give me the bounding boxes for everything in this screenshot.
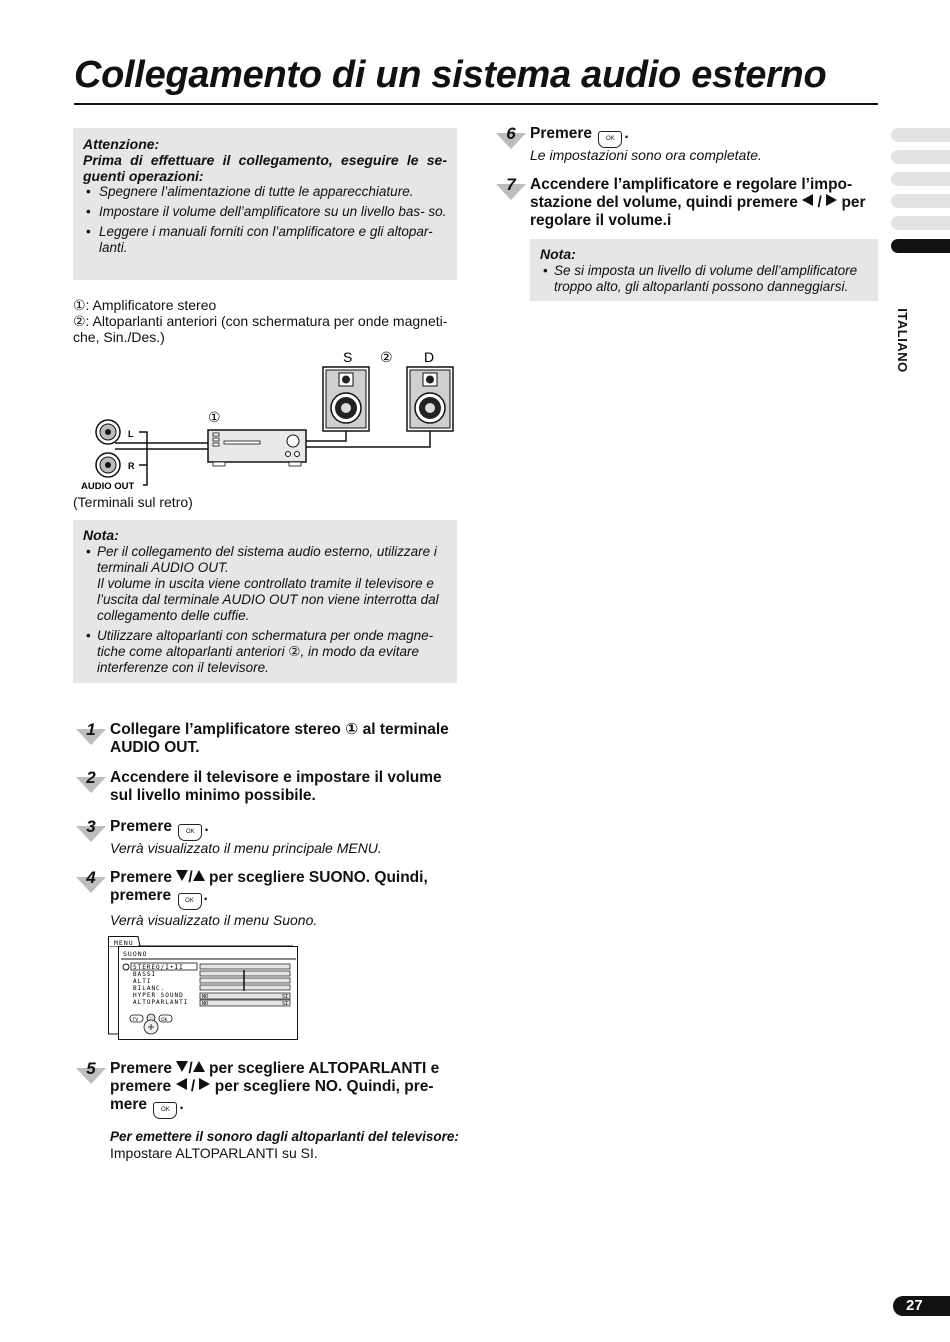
step-4-label-b: per scegliere SUONO. Quindi, premere <box>110 869 428 904</box>
step-number: 3 <box>86 817 96 836</box>
attention-heading: Attenzione: <box>83 136 160 152</box>
down-arrow-icon <box>176 870 188 881</box>
connection-diagram <box>73 345 463 495</box>
menu-row: ALTI <box>133 978 152 985</box>
step-6-subtext: Le impostazioni sono ora completate. <box>530 147 762 163</box>
menu-ok-button: OK <box>161 1018 168 1023</box>
step-number: 2 <box>86 768 96 787</box>
side-tab-active <box>891 239 950 253</box>
diagram-caption: (Terminali sul retro) <box>73 494 193 510</box>
alto-no-option: NO <box>202 1001 209 1007</box>
speaker-right-icon <box>407 367 453 431</box>
title-rule <box>74 103 878 105</box>
slash-separator: / <box>190 1078 196 1095</box>
note-item <box>83 544 447 624</box>
amplifier-number-label: ① <box>208 409 221 425</box>
side-tab <box>891 194 950 208</box>
slash-separator: / <box>188 1060 193 1077</box>
speaker-left-label: S <box>343 349 353 365</box>
step-7-label-b: per regolare il volume.i <box>530 194 866 229</box>
left-arrow-icon <box>802 194 813 206</box>
note-item-text: • Per il collegamento del sistema audio esterno, utilizzare i terminali AUDIO OUT. <box>97 544 437 575</box>
ok-key-icon: OK <box>178 824 202 841</box>
note-box <box>73 520 457 683</box>
side-tab <box>891 128 950 142</box>
ok-key-icon: OK <box>598 131 622 148</box>
step-2-text: Accendere il televisore e impostare il volume sul livello minimo possibile. <box>110 769 442 804</box>
page-number: 27 <box>893 1296 950 1316</box>
step-5-label-b: per scegliere ALTOPARLANTI e premere <box>110 1060 440 1095</box>
attention-box <box>73 128 457 280</box>
step-3-text: Premere OK . <box>110 818 460 841</box>
amplifier-icon <box>208 430 306 466</box>
step-3-label: Premere <box>110 818 173 835</box>
alto-si-option: SI <box>282 1001 289 1007</box>
step-6-text: Premere OK . <box>530 125 875 148</box>
step-7-marker <box>496 175 526 200</box>
up-arrow-icon <box>193 1061 205 1072</box>
language-text: ITALIANO <box>895 308 910 373</box>
menu-row: BILANC. <box>133 985 166 992</box>
note-heading: Nota: <box>540 246 576 262</box>
right-arrow-icon <box>826 194 837 206</box>
step-6-label: Premere <box>530 125 593 142</box>
sound-menu-screen <box>108 936 302 1042</box>
attention-subheading: Prima di effettuare il collegamento, eseguire le se- guenti operazioni: <box>83 152 447 184</box>
speaker-number-label: ② <box>380 349 393 365</box>
speaker-right-label: D <box>424 349 435 365</box>
audio-out-r-jack-icon <box>96 453 120 477</box>
right-arrow-icon <box>199 1078 210 1090</box>
submenu-label: SUONO <box>123 950 148 958</box>
left-arrow-icon <box>176 1078 187 1090</box>
step-5-marker <box>76 1059 106 1084</box>
speaker-left-icon <box>323 367 369 431</box>
step-4-marker <box>76 868 106 893</box>
hyper-si-option: SI <box>282 994 289 1000</box>
hyper-no-option: NO <box>202 994 209 1000</box>
step-number: 1 <box>86 720 96 739</box>
step-number: 7 <box>506 175 516 194</box>
attention-item: • Leggere i manuali forniti con l’amplificatore e gli altopar- lanti. <box>83 224 447 256</box>
note-item: • Utilizzare altoparlanti con schermatura per onde magne- tiche come altoparlanti anteriori ②, in modo da evitare interferenze con il televisore. <box>83 628 447 676</box>
speaker-tip-text: Impostare ALTOPARLANTI su SI. <box>110 1145 318 1161</box>
step-3-subtext: Verrà visualizzato il menu principale MENU. <box>110 840 382 856</box>
legend-item: ①: Amplificatore stereo <box>73 297 217 313</box>
slash-separator: / <box>188 869 193 886</box>
step-7-text <box>530 176 878 230</box>
step-number: 6 <box>506 124 516 143</box>
speaker-tip-heading: Per emettere il sonoro dagli altoparlanti del televisore: <box>110 1129 459 1144</box>
ok-key-icon: OK <box>153 1102 177 1119</box>
menu-row: HYPER SOUND <box>133 992 184 999</box>
menu-row: STEREO/I•II <box>133 964 184 971</box>
note-box <box>530 239 878 301</box>
step-7-label-a: Accendere l’amplificatore e regolare l’impo- stazione del volume, quindi premere <box>530 176 853 211</box>
step-4-text: Premere / per scegliere SUONO. Quindi, premere OK . <box>110 869 455 910</box>
menu-tv-button: TV <box>132 1018 139 1023</box>
menu-label: MENU <box>114 939 134 947</box>
side-tab <box>891 216 950 230</box>
audio-out-l-jack-icon <box>96 420 120 444</box>
down-arrow-icon <box>176 1061 188 1072</box>
step-number: 5 <box>86 1059 96 1078</box>
slash-separator: / <box>817 194 822 211</box>
side-tab <box>891 150 950 164</box>
step-5-text: Premere / per scegliere ALTOPARLANTI e premere / per scegliere NO. Quindi, pre- mere OK . <box>110 1060 460 1119</box>
step-6-marker <box>496 124 526 149</box>
step-5-label-c: per scegliere NO. Quindi, pre- mere <box>110 1078 434 1113</box>
language-label <box>887 306 917 376</box>
legend-item: ②: Altoparlanti anteriori (con schermatura per onde magneti- che, Sin./Des.) <box>73 313 448 345</box>
step-4-subtext: Verrà visualizzato il menu Suono. <box>110 912 318 928</box>
jack-r-label: R <box>128 461 135 471</box>
step-1-marker <box>76 720 106 745</box>
side-tab <box>891 172 950 186</box>
step-number: 4 <box>86 868 96 887</box>
menu-row: BASSI <box>133 971 157 978</box>
menu-row: ALTOPARLANTI <box>133 999 189 1006</box>
attention-item: • Spegnere l’alimentazione di tutte le apparecchiature. <box>83 184 447 200</box>
ok-key-icon: OK <box>178 893 202 910</box>
audio-out-label: AUDIO OUT <box>81 481 135 492</box>
attention-item: • Impostare il volume dell’amplificatore su un livello bas- so. <box>83 204 447 220</box>
step-1-text: Collegare l’amplificatore stereo ① al terminale AUDIO OUT. <box>110 721 449 756</box>
note-heading: Nota: <box>83 527 119 543</box>
up-arrow-icon <box>193 870 205 881</box>
step-5-label-a: Premere <box>110 1060 173 1077</box>
jack-l-label: L <box>128 429 134 439</box>
step-4-label-a: Premere <box>110 869 173 886</box>
step-3-marker <box>76 817 106 842</box>
page-title: Collegamento di un sistema audio esterno <box>74 54 827 96</box>
note-item: • Se si imposta un livello di volume dell’amplificatore troppo alto, gli altoparlanti possono danneggiarsi. <box>540 263 868 295</box>
note-item-text: Il volume in uscita viene controllato tramite il televisore e l’uscita dal terminale AUDIO OUT non viene interrotta dal collegamento delle cuffie. <box>97 576 439 623</box>
step-2-marker <box>76 768 106 793</box>
